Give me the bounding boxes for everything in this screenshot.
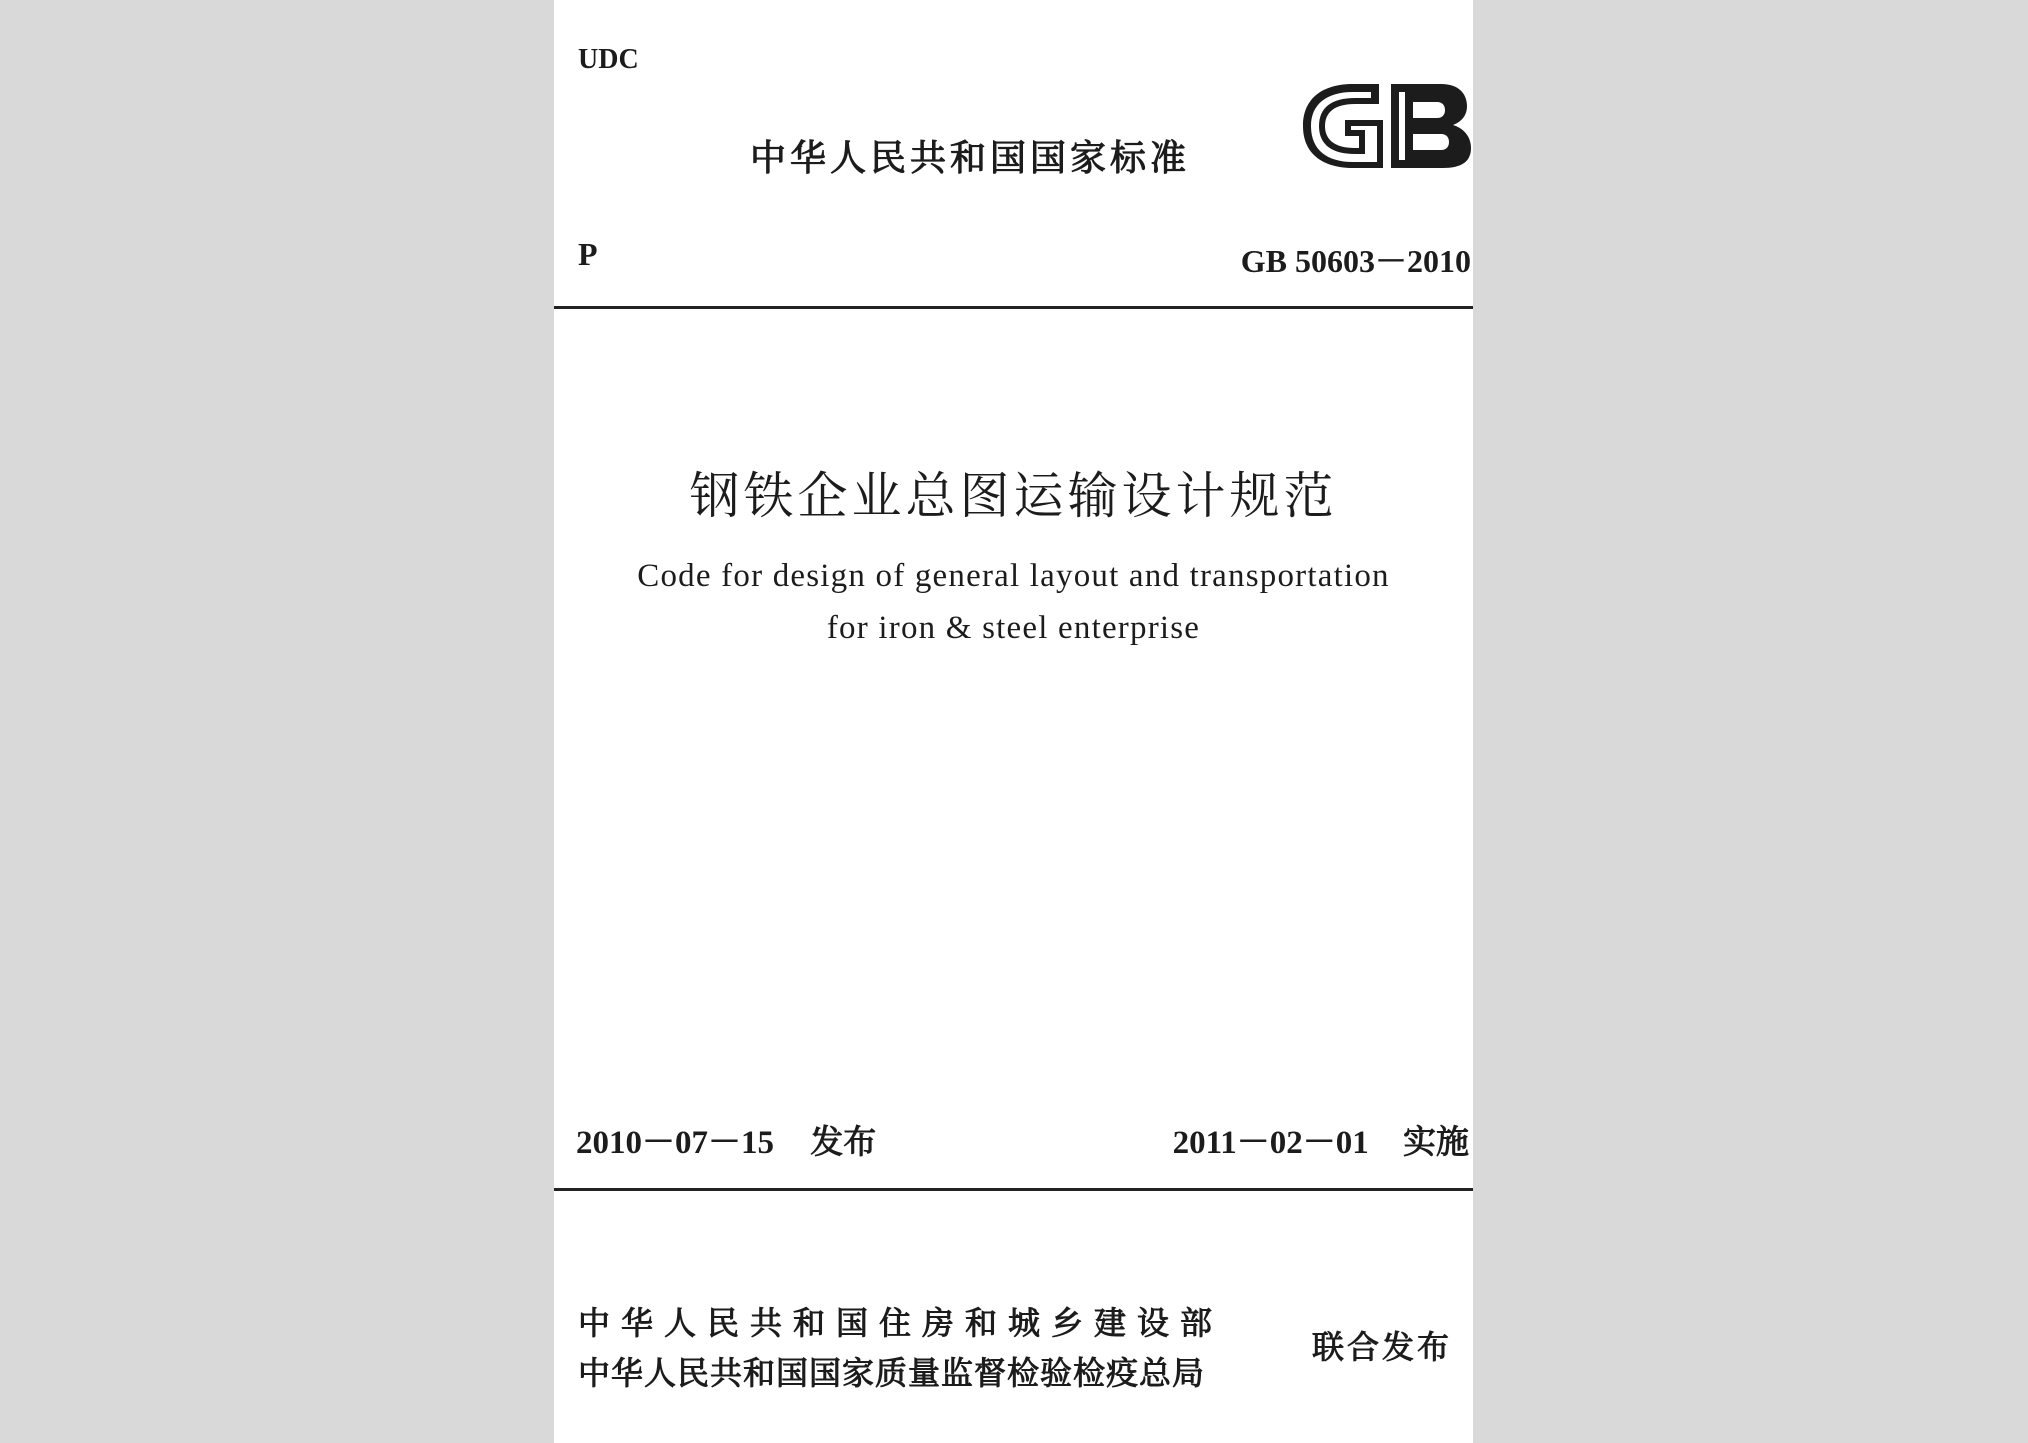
issue-date: 2010－07－15 bbox=[576, 1125, 774, 1161]
title-english bbox=[554, 550, 1473, 654]
udc-label: UDC bbox=[578, 44, 639, 75]
implement-date-block bbox=[1173, 1116, 1469, 1163]
issue-label: 发布 bbox=[810, 1122, 877, 1161]
implement-date: 2011－02－01 bbox=[1172, 1125, 1369, 1161]
standard-number: GB 50603－2010 bbox=[1240, 243, 1471, 279]
top-divider bbox=[554, 306, 1473, 309]
bottom-divider bbox=[554, 1188, 1473, 1191]
issue-date-block bbox=[576, 1116, 876, 1163]
issuer-ministry: 中华人民共和国住房和城乡建设部 bbox=[578, 1304, 1224, 1342]
standard-cover-page bbox=[554, 0, 1473, 1443]
title-chinese: 钢铁企业总图运输设计规范 bbox=[689, 467, 1338, 525]
national-standard-heading: 中华人民共和国国家标准 bbox=[750, 138, 1191, 179]
issuer-aqsiq: 中华人民共和国国家质量监督检验检疫总局 bbox=[578, 1354, 1206, 1392]
gb-logo-icon bbox=[1295, 78, 1473, 174]
title-english-line1: Code for design of general layout and transportation bbox=[637, 558, 1390, 594]
classification-code: P bbox=[578, 236, 598, 272]
title-english-line2: for iron & steel enterprise bbox=[826, 610, 1201, 646]
joint-issue-label: 联合发布 bbox=[1312, 1328, 1453, 1366]
implement-label: 实施 bbox=[1403, 1122, 1469, 1161]
